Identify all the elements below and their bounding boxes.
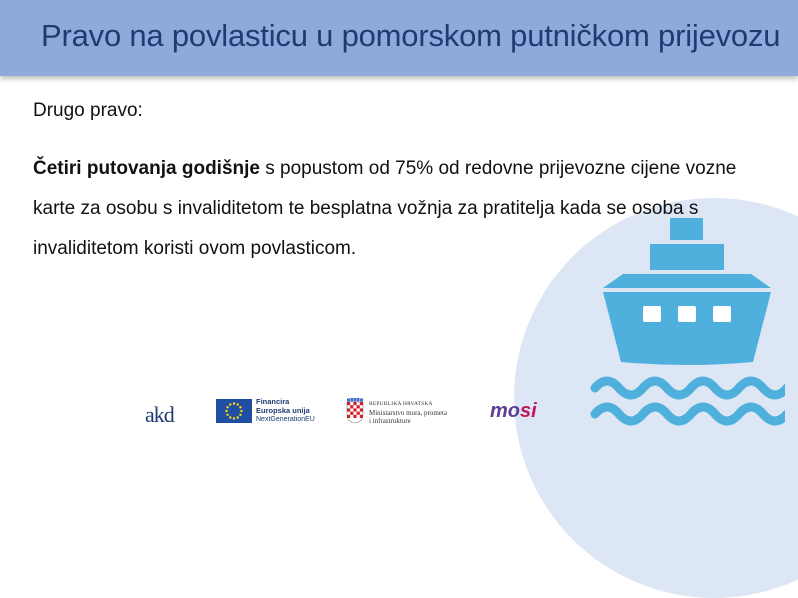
footer-logos: [0, 392, 798, 442]
croatian-coat-of-arms-icon: [346, 398, 364, 424]
mosi-logo-b: si: [520, 400, 537, 422]
mosi-logo: [490, 400, 537, 423]
akd-logo: akd: [145, 402, 174, 427]
eu-line3: NextGenerationEU: [256, 416, 315, 423]
mosi-logo-a: mo: [490, 400, 520, 422]
eu-line2: Europska unija: [256, 406, 310, 415]
body-text: s popustom od 75% od redovne prijevozne cijene vozne karte za osobu s invaliditetom te besplatna vožnja za pratitelja kada se osoba s invaliditetom koristi ovom povlasticom.: [33, 158, 737, 259]
hr-line2: Ministarstvo mora, prometa: [369, 408, 447, 417]
bold-lead: Četiri putovanja godišnje: [33, 158, 260, 179]
slide-header: [0, 0, 798, 76]
slide-title: Pravo na povlasticu u pomorskom putničkom prijevozu: [41, 18, 781, 53]
ministry-text: [369, 400, 447, 426]
eu-line1: Financira: [256, 397, 290, 406]
slide-content: [33, 100, 773, 269]
hr-line3: i infrastrukture: [369, 417, 411, 425]
body-paragraph: [33, 149, 773, 269]
intro-text: Drugo pravo:: [33, 100, 143, 121]
eu-flag-icon: [216, 399, 252, 423]
hr-line1: REPUBLIKA HRVATSKA: [369, 401, 433, 407]
eu-funding-text: [256, 398, 315, 424]
